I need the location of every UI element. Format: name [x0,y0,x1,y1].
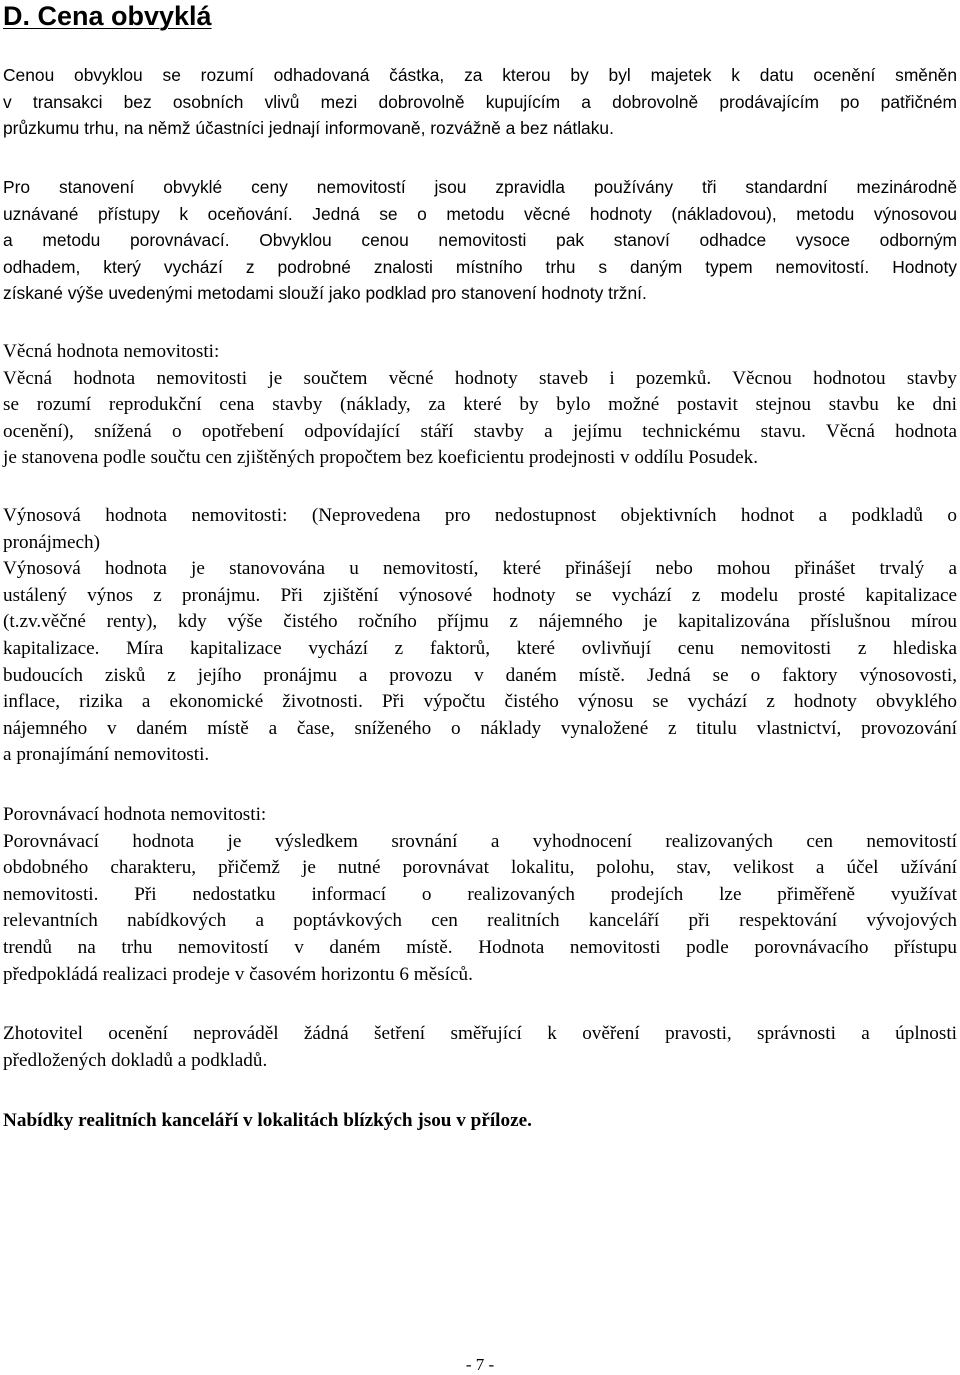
disclaimer-line: předložených dokladů a podkladů. [3,1049,268,1071]
material-value-line: se rozumí reprodukční cena stavby (náklady, za které by bylo možné postavit stejnou stavbu ke dni [3,394,957,416]
comparative-value-title: Porovnávací hodnota nemovitosti: [3,804,267,825]
income-value-title: Výnosová hodnota nemovitosti: (Neprovedena pro nedostupnost objektivních hodnot a podkladů o [3,505,957,526]
approaches-line: uznávané přístupy k oceňování. Jedná se o metodu věcné hodnoty (nákladovou), metodu výnosovou [3,203,957,224]
comparative-value-section [3,802,957,988]
comparative-value-line: trendů na trhu nemovitostí v daném místě. Hodnota nemovitosti podle porovnávacího přístupu [3,936,957,958]
approaches-line: Pro stanovení obvyklé ceny nemovitostí jsou zpravidla používány tři standardní mezinárodně [3,177,957,197]
comparative-value-line: obdobného charakteru, přičemž je nutné porovnávat lokalitu, polohu, stav, velikost a účel užívání [3,857,957,879]
income-value-section [3,503,957,769]
income-value-line: Výnosová hodnota je stanovována u nemovitostí, které přinášejí nebo mohou přinášet trvalý a [3,558,957,580]
disclaimer-paragraph [3,1021,957,1074]
intro-paragraph [3,62,957,142]
income-value-line: a pronajímání nemovitosti. [3,744,210,766]
approaches-line: odhadem, který vychází z podrobné znalosti místního trhu s daným typem nemovitostí. Hodnoty [3,256,957,277]
comparative-value-line: Porovnávací hodnota je výsledkem srovnání a vyhodnocení realizovaných cen nemovitostí [3,830,957,852]
section-heading: D. Cena obvyklá [3,1,212,31]
page-number [0,1355,960,1375]
material-value-title: Věcná hodnota nemovitosti: [3,341,220,362]
material-value-section [3,339,957,472]
income-value-line: kapitalizace. Míra kapitalizace vychází z faktorů, které ovlivňují cenu nemovitosti z hlediska [3,637,957,659]
intro-line: průzkumu trhu, na němž účastníci jednají informovaně, rozvážně a bez nátlaku. [3,118,614,139]
income-value-line: budoucích zisků z jejího pronájmu a provozu v daném místě. Jedná se o faktory výnosovosti, [3,664,957,686]
income-value-line: inflace, rizika a ekonomické životnosti. Při výpočtu čistého výnosu se vychází z hodnoty obvyklého [3,691,957,713]
intro-line: v transakci bez osobních vlivů mezi dobrovolně kupujícím a dobrovolně prodávajícím po patřičném [3,91,957,112]
attachment-note [3,1108,957,1135]
income-value-line: ustálený výnos z pronájmu. Při zjištění výnosové hodnoty se vychází z modelu prosté kapitalizace [3,584,957,606]
comparative-value-line: nemovitosti. Při nedostatku informací o realizovaných prodejích lze přiměřeně využívat [3,883,957,905]
page-number-text: - 7 - [465,1355,495,1374]
comparative-value-line: předpokládá realizaci prodeje v časovém horizontu 6 měsíců. [3,963,473,985]
approaches-line: a metodu porovnávací. Obvyklou cenou nemovitosti pak stanoví odhadce vysoce odborným [3,230,957,251]
material-value-line: ocenění), snížená o opotřebení odpovídající stáří stavby a jejímu technickému stavu. Věcná hodnota [3,420,957,442]
income-value-line: nájemného v daném místě a čase, sníženého o náklady vynaložené z titulu vlastnictví, provozování [3,717,957,739]
attachment-note-text: Nabídky realitních kanceláří v lokalitách blízkých jsou v příloze. [3,1110,532,1131]
income-value-title: pronájmech) [3,531,100,553]
income-value-line: (t.zv.věčné renty), kdy výše čistého ročního příjmu z nájemného je kapitalizována příslušnou mírou [3,611,957,633]
material-value-line: je stanovena podle součtu cen zjištěných propočtem bez koeficientu prodejnosti v oddílu Posudek. [3,447,759,469]
material-value-line: Věcná hodnota nemovitosti je součtem věcné hodnoty staveb i pozemků. Věcnou hodnotou stavby [3,367,957,389]
disclaimer-line: Zhotovitel ocenění neprováděl žádná šetření směřující k ověření pravosti, správnosti a úplnosti [3,1023,957,1044]
approaches-paragraph [3,174,957,307]
approaches-line: získané výše uvedenými metodami slouží jako podklad pro stanovení hodnoty tržní. [3,283,647,304]
comparative-value-line: relevantních nabídkových a poptávkových cen realitních kanceláří při respektování vývojových [3,910,957,932]
intro-line: Cenou obvyklou se rozumí odhadovaná částka, za kterou by byl majetek k datu ocenění směněn [3,65,957,85]
